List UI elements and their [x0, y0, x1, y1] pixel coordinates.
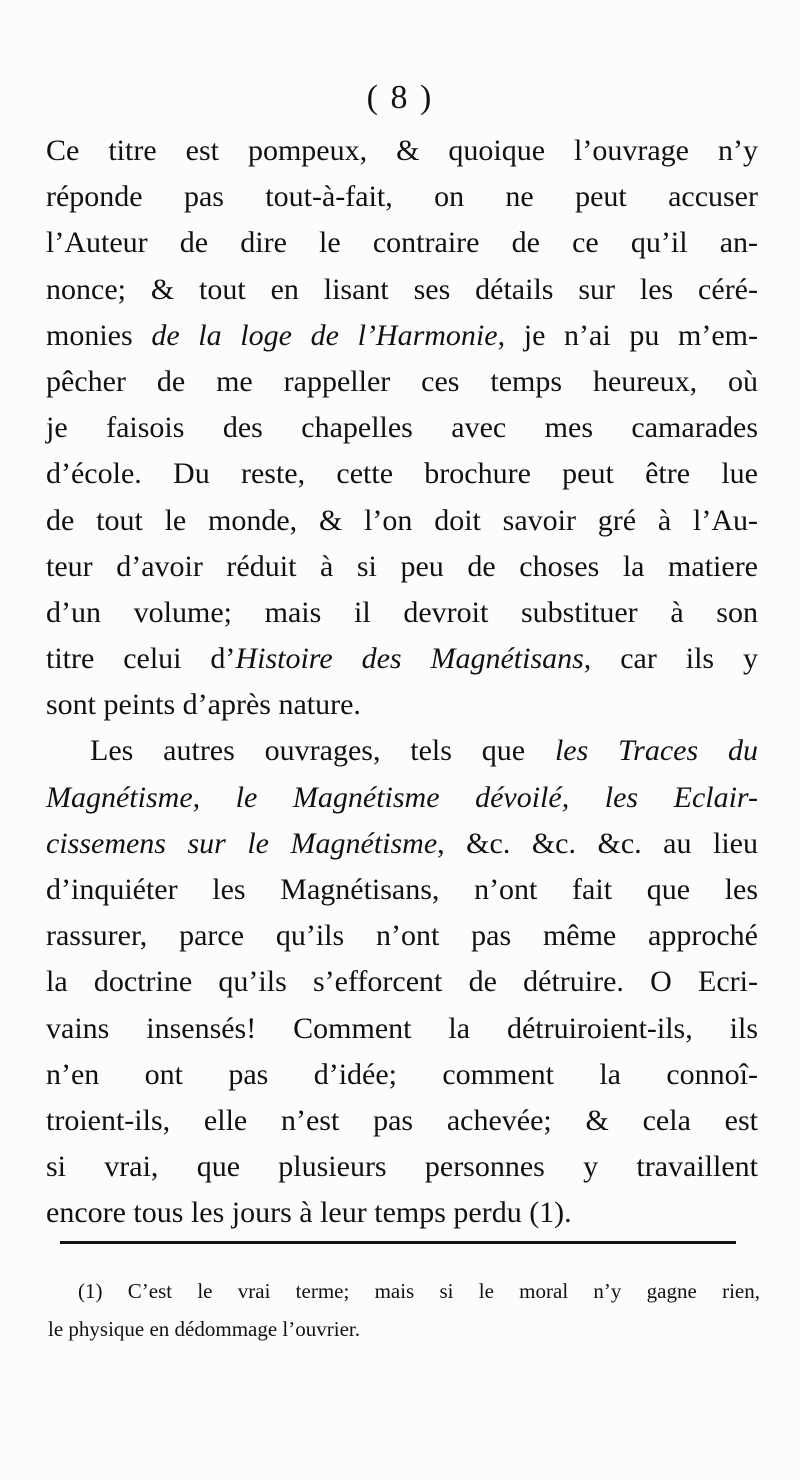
italic-segment: Magnétisme, le Magnétisme dévoilé, les Eclair-: [46, 780, 758, 814]
text-line: réponde pas tout-à-fait, on ne peut accuser: [46, 180, 758, 214]
text-line: nonce; & tout en lisant ses détails sur les céré-: [46, 272, 758, 306]
text-segment: , &c. &c. &c. au lieu: [437, 826, 758, 860]
text-segment: , je n’ai pu m’em-: [497, 318, 758, 352]
italic-segment: les Traces du: [554, 734, 759, 768]
text-line: [46, 728, 758, 774]
text-line: Ce titre est pompeux, & quoique l’ouvrage n’y: [46, 134, 758, 167]
footnote-line: (1) C’est le vrai terme; mais si le moral n’y gagne rien,: [78, 1279, 760, 1303]
footnote: [48, 1272, 760, 1348]
footnote-divider: [60, 1241, 736, 1244]
page-number: ( 8 ): [366, 79, 434, 116]
text-segment: , car ils y: [583, 642, 758, 676]
text-line: la doctrine qu’ils s’efforcent de détruire. O Ecri-: [46, 965, 758, 999]
text-line: [46, 636, 758, 682]
italic-segment: de la loge de l’Harmonie: [151, 318, 498, 352]
text-line: [46, 821, 758, 867]
text-line: je faisois des chapelles avec mes camarades: [46, 411, 758, 445]
text-line: troient-ils, elle n’est pas achevée; & cela est: [46, 1103, 758, 1137]
footnote-line: le physique en dédommage l’ouvrier.: [48, 1317, 360, 1341]
text-line: [46, 313, 758, 359]
text-line: de tout le monde, & l’on doit savoir gré à l’Au-: [46, 503, 758, 537]
text-line: pêcher de me rappeller ces temps heureux, où: [46, 364, 758, 398]
text-segment: monies: [46, 318, 152, 352]
text-line: sont peints d’après nature.: [46, 688, 361, 722]
text-line: d’un volume; mais il devroit substituer à son: [46, 595, 758, 629]
text-line: vains insensés! Comment la détruiroient-ils, ils: [46, 1011, 758, 1045]
text-line: d’inquiéter les Magnétisans, n’ont fait que les: [46, 873, 758, 906]
text-line: teur d’avoir réduit à si peu de choses la matiere: [46, 549, 758, 583]
text-line: si vrai, que plusieurs personnes y travaillent: [46, 1150, 758, 1184]
italic-segment: cissemens sur le Magnétisme: [46, 826, 438, 860]
body-text: [46, 128, 758, 1237]
text-line: n’en ont pas d’idée; comment la connoî-: [46, 1057, 758, 1091]
text-line: rassurer, parce qu’ils n’ont pas même approché: [46, 919, 758, 953]
italic-segment: Histoire des Magnétisans: [235, 642, 584, 676]
text-line: l’Auteur de dire le contraire de ce qu’il an-: [46, 226, 758, 260]
text-segment: Les autres ouvrages, tels que: [90, 734, 555, 768]
text-line: [46, 775, 758, 821]
text-line: encore tous les jours à leur temps perdu (1).: [46, 1196, 572, 1230]
text-segment: titre celui d’: [46, 642, 236, 676]
text-line: d’école. Du reste, cette brochure peut être lue: [46, 457, 758, 491]
